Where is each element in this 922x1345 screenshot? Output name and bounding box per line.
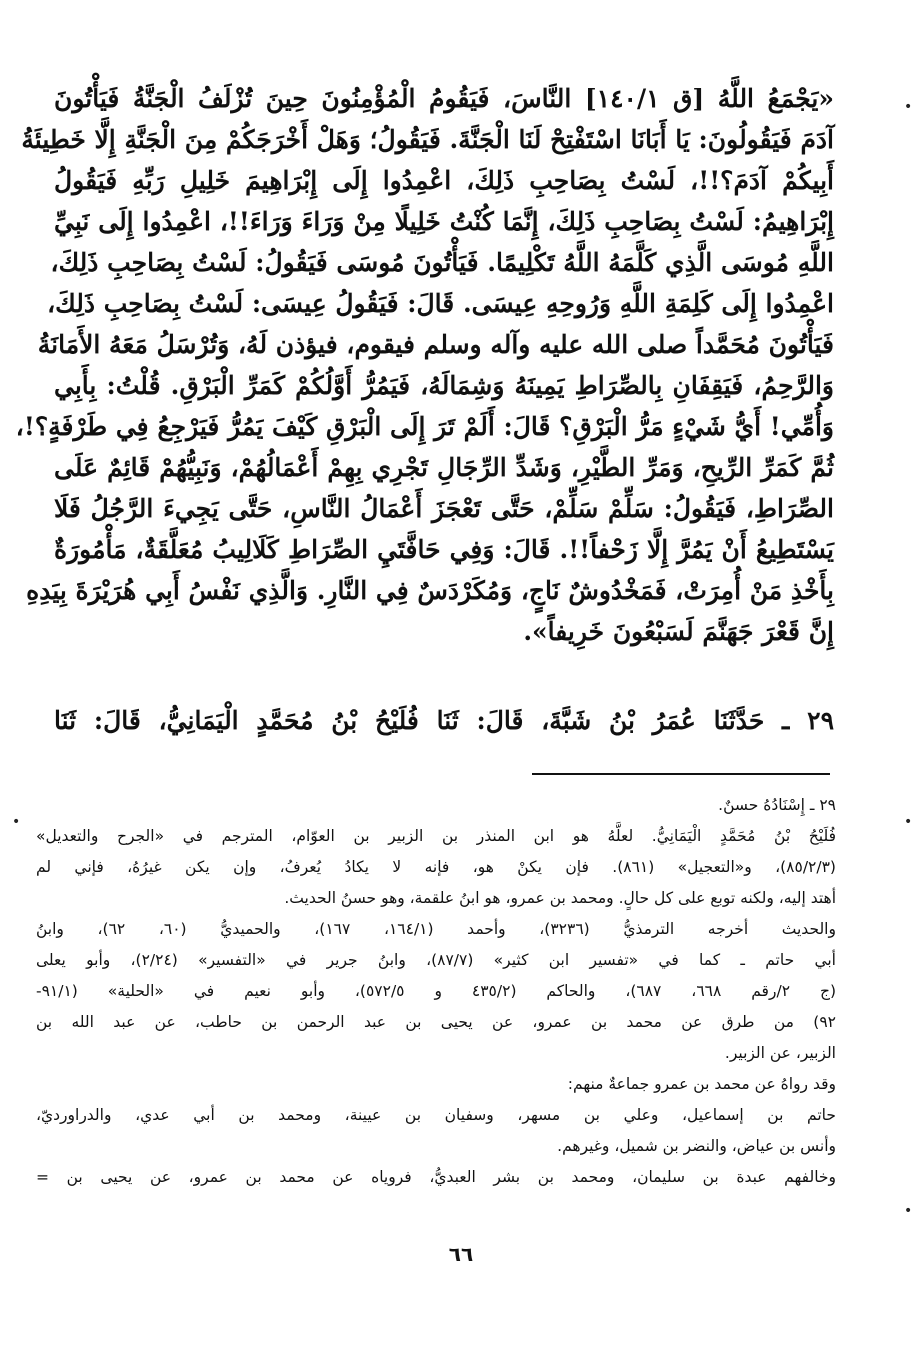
text-line: وَالرَّحِمُ، فَيَقِفَانِ بِالصِّرَاطِ يَمِينَهُ وَشِمَالَهُ، فَيَمُرُّ أَوَّلُكُمْ كَمَرِّ الْبَرْقِ. قُلْتُ: بِأَبِي xyxy=(54,371,834,400)
page-number: ٦٦ xyxy=(448,1242,474,1266)
footnote-line: وخالفهم عبدة بن سليمان، ومحمد بن بشر العبديُّ، فروياه عن محمد بن عمرو، عن يحيى بن = xyxy=(36,1168,836,1186)
footnote-line: ٩٢) من طرق عن محمد بن عمرو، عن يحيى بن عبد الرحمن بن حاطب، عن عبد الله بن xyxy=(36,1013,836,1031)
text-line: فَيَأْتُونَ مُحَمَّداً صلى الله عليه وآله وسلم فيقوم، فيؤذن لَهُ، وَتُرْسَلُ مَعَهُ الأَمَانَةُ xyxy=(37,330,834,359)
footnote-line: وقد رواهُ عن محمد بن عمرو جماعةٌ منهم: xyxy=(567,1075,836,1093)
footnote-separator xyxy=(532,773,830,775)
footnote-line: والحديث أخرجه الترمذيُّ (٣٢٣٦)، وأحمد (١٦٤/١، ١٦٧)، والحميديُّ (٦٠، ٦٢)، وابنُ xyxy=(36,920,836,938)
footnote-line: فُلَيْحُ بْنُ مُحَمَّدٍ الْيَمَانِيُّ. لعلَّهُ هو ابن المنذر بن الزبير بن العوّام، المترجم في «الجرح والتعديل» xyxy=(36,827,836,845)
footnote-line: ٢٩ ـ إِسْنَادُهُ حسنٌ. xyxy=(718,796,836,814)
text-line: وَأُمِّي! أَيُّ شَيْءٍ مَرُّ الْبَرْقِ؟ قَالَ: أَلَمْ تَرَ إِلَى الْبَرْقِ كَيْفَ يَمُرُّ فَيَرْجِعُ فِي طَرْفَةٍ؟!، xyxy=(15,412,834,441)
text-line: آدَمَ فَيَقُولُونَ: يَا أَبَانَا اسْتَفْتِحْ لَنَا الْجَنَّةَ. فَيَقُولُ؛ وَهَلْ أَخْرَجَكُمْ مِنَ الْجَنَّةِ إِلَّا خَطِيئَةُ xyxy=(21,125,834,154)
text-line: ثُمَّ كَمَرِّ الرِّيحِ، وَمَرِّ الطَّيْرِ، وَشَدِّ الرِّجَالِ تَجْرِي بِهِمْ أَعْمَالُهُمْ، وَنَبِيُّهُمْ قَائِمٌ عَلَى xyxy=(54,453,834,482)
margin-mark: • xyxy=(904,99,913,115)
footnote-line: حاتم بن إسماعيل، وعلي بن مسهر، وسفيان بن عيينة، ومحمد بن أبي عدي، والدراورديّ، xyxy=(36,1106,836,1124)
footnote-line: (٨٥/٢/٣)، و«التعجيل» (٨٦١). فإن يكنْ هو، فإنه لا يكادُ يُعرفُ، وإن يكن غيرُهُ، فإني لم xyxy=(36,858,836,876)
text-line: إِنَّ قَعْرَ جَهَنَّمَ لَسَبْعُونَ خَرِيفاً». xyxy=(523,617,834,646)
text-line: اللَّهِ مُوسَى الَّذِي كَلَّمَهُ اللَّهُ تَكْلِيمًا. فَيَأْتُونَ مُوسَى فَيَقُولُ: لَسْتُ بِصَاحِبِ ذَلِكَ، xyxy=(50,248,834,277)
text-line: إِبْرَاهِيمُ: لَسْتُ بِصَاحِبِ ذَلِكَ، إِنَّمَا كُنْتُ خَلِيلًا مِنْ وَرَاءَ وَرَاءَ!!، اعْمِدُوا إِلَى نَبِيِّ xyxy=(54,207,834,236)
text-line: الصِّرَاطِ، فَيَقُولُ: سَلِّمْ سَلِّمْ، حَتَّى تَعْجَزَ أَعْمَالُ النَّاسِ، حَتَّى يَجِيءَ الرَّجُلُ فَلَا xyxy=(54,494,834,523)
text-line: «يَجْمَعُ اللَّهُ [ق ١٤٠/١] النَّاسَ، فَيَقُومُ الْمُؤْمِنُونَ حِينَ تُزْلَفُ الْجَنَّةُ فَيَأْتُونَ xyxy=(54,84,834,113)
text-line: أَبِيكُمْ آدَمَ؟!!، لَسْتُ بِصَاحِبِ ذَلِكَ، اعْمِدُوا إِلَى إِبْرَاهِيمَ خَلِيلِ رَبِّهِ فَيَقُولُ xyxy=(54,166,834,195)
footnote-line: الزبير، عن الزبير. xyxy=(724,1044,836,1062)
hadith-text xyxy=(15,78,834,652)
footnotes xyxy=(36,790,836,1193)
text-line: يَسْتَطِيعُ أَنْ يَمُرَّ إِلَّا زَحْفاً!!. قَالَ: وَفِي حَافَّتَيِ الصِّرَاطِ كَلَالِيبُ مُعَلَّقَةٌ، مَأْمُورَةٌ xyxy=(54,535,834,564)
text-line: اعْمِدُوا إِلَى كَلِمَةِ اللَّهِ وَرُوحِهِ عِيسَى. قَالَ: فَيَقُولُ عِيسَى: لَسْتُ بِصَاحِبِ ذَلِكَ، xyxy=(47,289,834,318)
footnote-line: أبي حاتم ـ كما في «تفسير ابن كثير» (٨٧/٧)، وابنُ جرير في «التفسير» (٢/٢٤)، وأبو يعلى xyxy=(36,951,836,969)
margin-mark: • xyxy=(12,814,21,830)
footnote-line: وأنس بن عياض، والنضر بن شميل، وغيرهم. xyxy=(557,1137,836,1155)
footnote-line: أهتد إليه، ولكنه توبع على كل حالٍ. ومحمد بن عمرو، هو ابنُ علقمة، وهو حسنُ الحديث. xyxy=(284,889,836,907)
margin-mark: • xyxy=(904,814,913,830)
footnote-line: (ج ٢/رقم ٦٦٨، ٦٨٧)، والحاكم (٤٣٥/٢ و ٥٧٢/٥)، وأبو نعيم في «الحلية» (٩١/١- xyxy=(36,982,837,1000)
hadith-29-opening: ٢٩ ـ حَدَّثَنَا عُمَرُ بْنُ شَبَّةَ، قَالَ: ثَنَا فُلَيْحُ بْنُ مُحَمَّدٍ الْيَمَانِيُّ، قَالَ: ثَنَا xyxy=(54,706,834,735)
text-line: بِأَخْذِ مَنْ أُمِرَتْ، فَمَخْدُوشٌ نَاجٍ، وَمُكَرْدَسٌ فِي النَّارِ. وَالَّذِي نَفْسُ أَبِي هُرَيْرَةَ بِيَدِهِ xyxy=(26,576,834,605)
margin-mark: • xyxy=(904,1203,913,1219)
